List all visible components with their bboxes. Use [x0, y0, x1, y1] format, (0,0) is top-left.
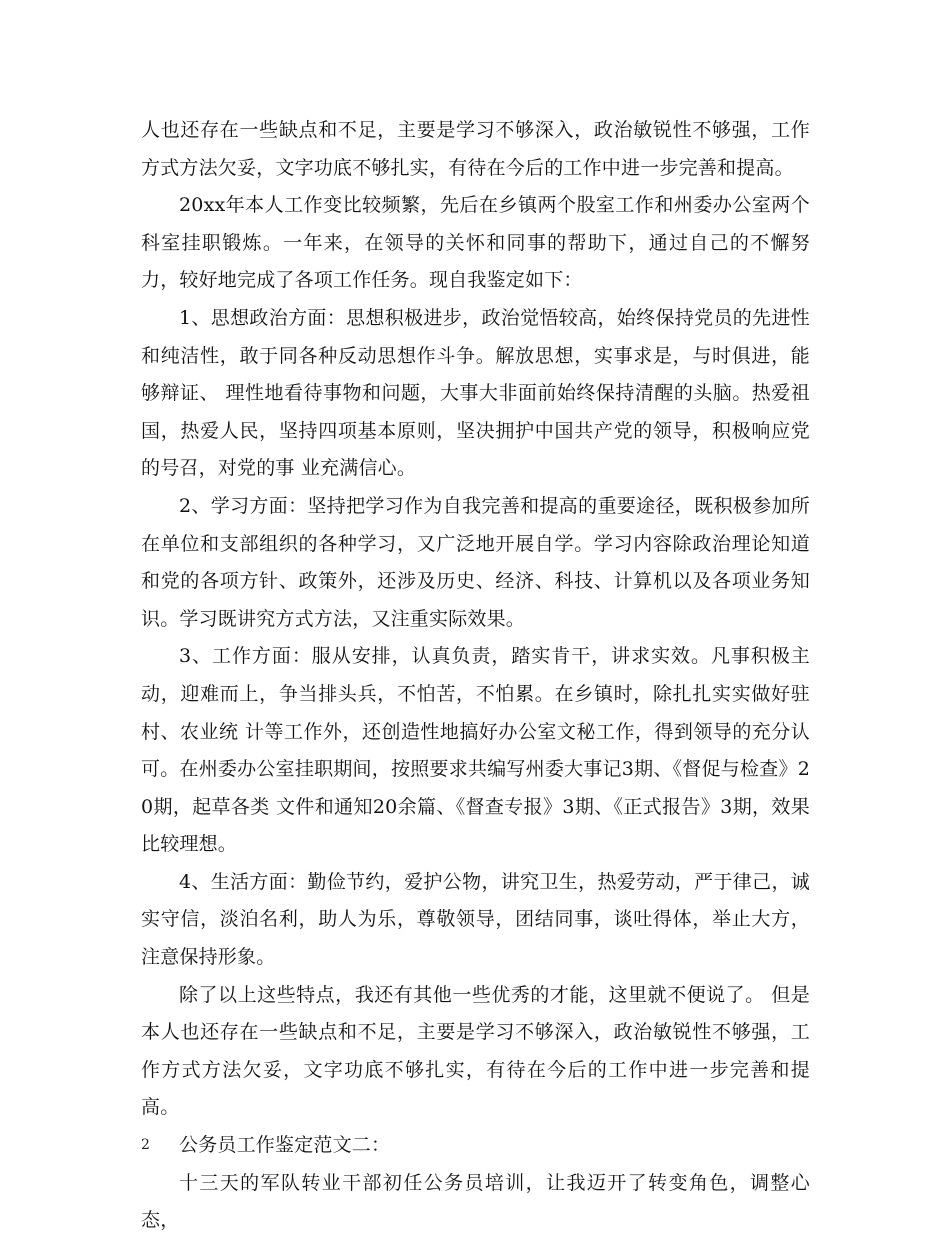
page-number: 2 — [141, 1137, 150, 1153]
paragraph-9: 十三天的军队转业干部初任公务员培训，让我迈开了转变角色，调整心态， — [141, 1171, 810, 1232]
paragraph-6: 4、生活方面：勤俭节约，爱护公物，讲究卫生，热爱劳动，严于律己，诚实守信，淡泊名利，助人为乐，尊敬领导，团结同事，谈吐得体，举止大方，注意保持形象。 — [141, 870, 810, 969]
paragraph-1: 人也还存在一些缺点和不足，主要是学习不够深入，政治敏锐性不够强，工作方式方法欠妥，文字功底不够扎实，有待在今后的工作中进一步完善和提高。 — [141, 119, 810, 179]
paragraph-8: 公务员工作鉴定范文二： — [179, 1134, 391, 1157]
paragraph-3: 1、思想政治方面：思想积极进步，政治觉悟较高，始终保持党员的先进性和纯洁性，敢于同各种反动思想作斗争。解放思想，实事求是，与时俱进，能够辩证、 理性地看待事物和问题，大事大非面前始终保持清醒的头脑。热爱祖国，热爱人民，坚持四项基本原则，坚决拥护中国共产党的领导，积极响应党的号召，对党的事 业充满信心。 — [141, 306, 810, 480]
paragraph-7: 除了以上这些特点，我还有其他一些优秀的才能，这里就不便说了。 但是本人也还存在一些缺点和不足，主要是学习不够深入，政治敏锐性不够强，工作方式方法欠妥，文字功底不够扎实，有待在今后的工作中进一步完善和提高。 — [141, 983, 810, 1119]
paragraph-4: 2、学习方面：坚持把学习作为自我完善和提高的重要途径，既积极参加所在单位和支部组织的各种学习，又广泛地开展自学。学习内容除政治理论知道和党的各项方针、政策外，还涉及历史、经济、科技、计算机以及各项业务知识。学习既讲究方式方法，又注重实际效果。 — [141, 494, 810, 630]
paragraph-5: 3、工作方面：服从安排，认真负责，踏实肯干，讲求实效。凡事积极主动，迎难而上，争当排头兵，不怕苦，不怕累。在乡镇时，除扎扎实实做好驻村、农业统 计等工作外，还创造性地搞好办公室文秘工作，得到领导的充分认可。在州委办公室挂职期间，按照要求共编写州委大事记3期、《督促与检查》20期，起草各类 文件和通知20余篇、《督查专报》3期、《正式报告》3期，效果比较理想。 — [141, 645, 810, 856]
paragraph-2: 20xx年本人工作变比较频繁，先后在乡镇两个股室工作和州委办公室两个科室挂职锻炼。一年来，在领导的关怀和同事的帮助下，通过自己的不懈努力，较好地完成了各项工作任务。现自我鉴定如下： — [141, 194, 810, 292]
document-body — [141, 112, 810, 1240]
